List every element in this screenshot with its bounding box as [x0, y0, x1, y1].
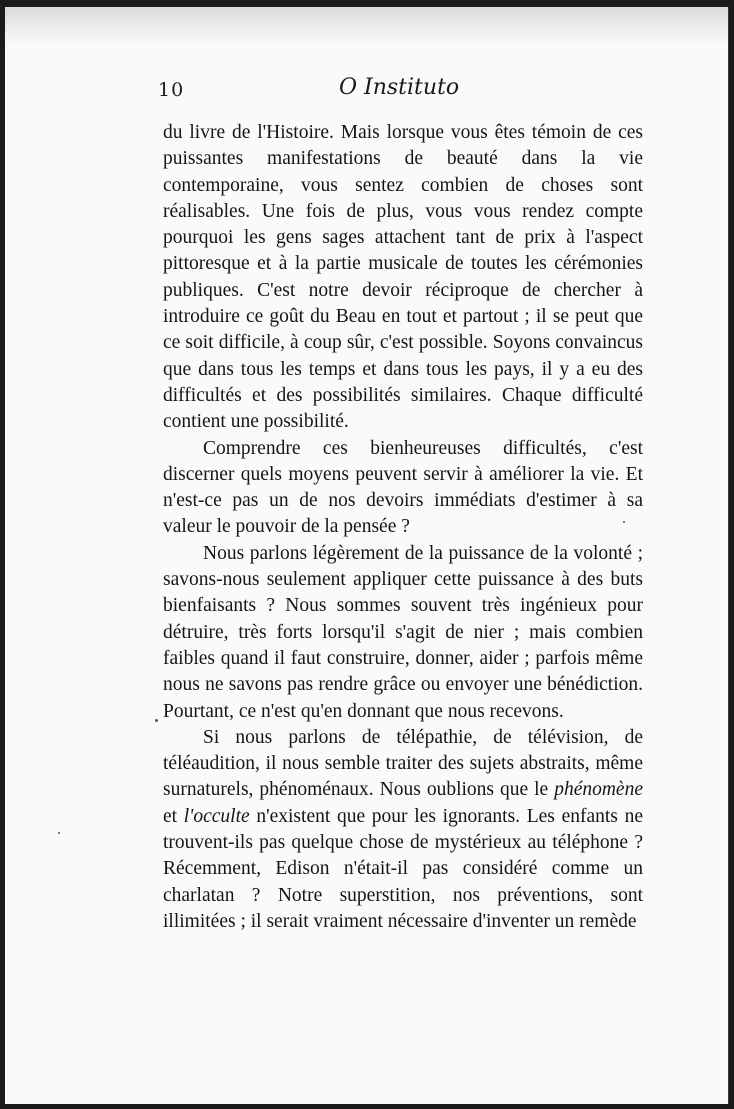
- paragraph-3: Nous parlons légèrement de la puissance de la volonté ; savons-nous seulement appliquer cette puissance à des buts bienfaisants ? Nous sommes souvent très ingénieux pour détruire, très forts lorsqu'il s'agit de nier ; mais combien faibles quand il faut construire, donner, aider ; parfois même nous ne savons pas rendre grâce ou envoyer une bénédiction. Pourtant, ce n'est qu'en donnant que nous recevons.: [163, 542, 643, 722]
- scanned-page: [5, 7, 729, 1104]
- paragraph-2: Comprendre ces bienheureuses difficultés, c'est discerner quels moyens peuvent servir à améliorer la vie. Et n'est-ce pas un de nos devoirs immédiats d'estimer à sa valeur le pouvoir de la pensée ?: [163, 437, 643, 538]
- running-title: O Instituto: [339, 75, 460, 100]
- scan-speck: [623, 521, 625, 523]
- paragraph-4-text-before: Si nous parlons de télépathie, de télévision, de téléaudition, il nous semble traiter des sujets abstraits, même surnaturels, phénoménaux. Nous oublions que le: [163, 726, 643, 801]
- italic-term-occulte: l'occulte: [183, 805, 250, 827]
- paragraph-4: [163, 725, 643, 935]
- page-number: 10: [158, 79, 185, 101]
- scan-speck: [58, 832, 60, 834]
- scan-speck: [155, 719, 158, 722]
- paragraph-4-text-middle: et: [163, 805, 184, 827]
- paragraph-4-text-after: n'existent que pour les ignorants. Les enfants ne trouvent-ils pas quelque chose de mystérieux au téléphone ? Récemment, Edison n'était-il pas considéré comme un charlatan ? Notre superstition, nos préventions, sont illimitées ; il serait vraiment nécessaire d'inventer un remède: [163, 805, 643, 932]
- italic-term-phenomene: phénomène: [554, 779, 643, 801]
- paragraph-1: du livre de l'Histoire. Mais lorsque vous êtes témoin de ces puissantes manifestations de beauté dans la vie contemporaine, vous sentez combien de choses sont réalisables. Une fois de plus, vous vous rendez compte pourquoi les gens sages attachent tant de prix à l'aspect pittoresque et à la partie musicale de toutes les cérémonies publiques. C'est notre devoir réciproque de chercher à introduire ce goût du Beau en tout et partout ; il se peut que ce soit difficile, à coup sûr, c'est possible. Soyons convaincus que dans tous les temps et dans tous les pays, il y a eu des difficultés et des possibilités similaires. Chaque difficulté contient une possibilité.: [163, 122, 643, 433]
- body-text: [163, 120, 643, 935]
- page-header: [5, 75, 728, 111]
